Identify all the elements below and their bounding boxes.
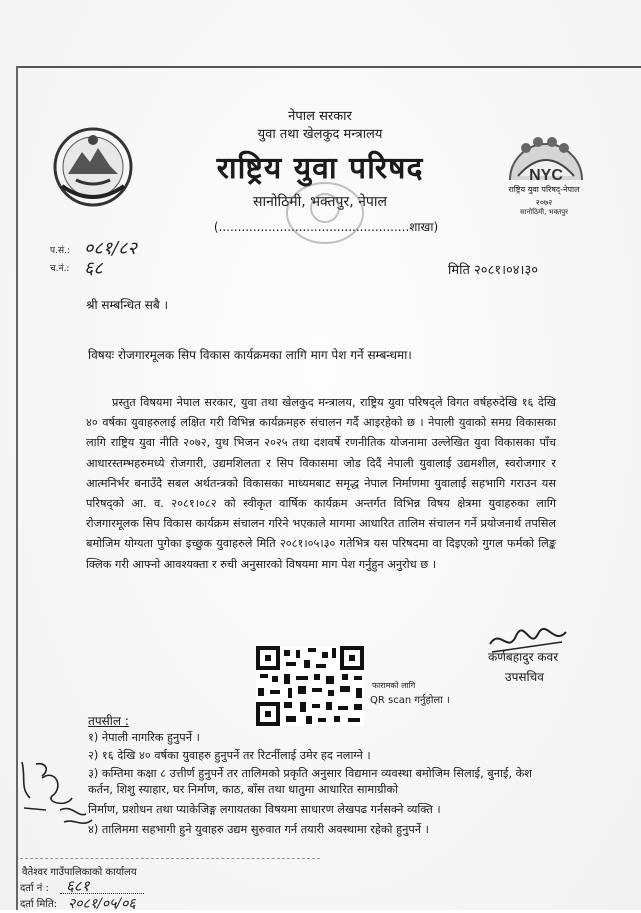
salutation: श्री सम्बन्धित सबै । xyxy=(86,298,169,312)
condition-item: ४) तालिममा सहभागी हुने युवाहरु उद्यम सुरुवात गर्न तयारी अवस्थामा रहेको हुनुपर्ने । xyxy=(88,823,429,836)
logo-caption: राष्ट्रिय युवा परिषद्-नेपाल xyxy=(508,185,580,194)
receipt-date: २०८१/०५/०६ xyxy=(68,896,136,912)
signatory-name: कर्णबहादुर कवर xyxy=(488,650,559,664)
handwritten-annotation-icon xyxy=(16,758,100,836)
nepal-emblem-icon xyxy=(52,126,134,208)
logo-caption-year: २०७२ xyxy=(535,198,553,207)
council-name: राष्ट्रिय युवा परिषद xyxy=(216,151,424,186)
faint-stamp-icon xyxy=(283,178,367,248)
annex-title: तपसील : xyxy=(88,714,129,728)
receipt-divider xyxy=(20,858,320,859)
receipt-number-label: दर्ता नं : xyxy=(20,883,49,894)
reference-labels xyxy=(50,242,70,278)
cn-label: च.नं.: xyxy=(50,264,70,274)
letter-body: प्रस्तुत विषयमा नेपाल सरकार, युवा तथा खेलकुद मन्त्रालय, राष्ट्रिय युवा परिषद्ले विगत वर्षहरुदेखि १६ देखि ४० वर्षका युवाहरुलाई लक्षित गरी विभिन्न कार्यक्रमहरु संचालन गर्दै आइरहेको छ । नेपाली युवाको समग्र विकासका लागि राष्ट्रिय युवा नीति २०७२, युथ भिजन २०२५ तथा दशवर्षे रणनीतिक योजनामा उल्लेखित युवा विकासका पाँच आधारस्तम्भहरुमध्ये रोजगारी, उद्यमशिलता र सिप विकासमा जोड दिदैं नेपाली युवालाई उद्यमशील, स्वरोजगार र आत्मनिर्भर बनाउँदै सबल अर्थतन्त्रको विकासका माध्यमबाट समृद्ध नेपाल निर्माणमा युवालाई सहभागि गराउन यस परिषद्को आ. व. २०८१।०८२ को स्वीकृत वार्षिक कार्यक्रम अन्तर्गत विभिन्न विषय क्षेत्रमा युवाहरुका लागि रोजगारमूलक सिप विकास कार्यक्रम संचालन गरिने भएकाले मागमा आधारित तालिम संचालन गर्ने प्रयोजनार्थ तपसिल बमोजिम योग्यता पुगेका इच्छुक युवाहरुले मिति २०८१।०५।३० गतेभित्र यस परिषदमा वा दिइएको गुगल फर्मको लिङ्क क्लिक गरी आफ्नो आवश्यक्ता र रुची अनुसारको विषयमा माग पेश गर्नुहुन अनुरोध छ । xyxy=(86,396,556,571)
signatory-title: उपसचिव xyxy=(505,670,544,684)
condition-item: २) १६ देखि ४० वर्षका युवाहरु हुनुपर्ने तर रिटर्नीलाई उमेर हद नलाग्ने । xyxy=(88,749,371,762)
ps-value: ०८१/८२ xyxy=(84,238,137,259)
qr-caption: फारामको लागि xyxy=(372,681,416,690)
ps-label: प.सं.: xyxy=(50,246,70,256)
logo-caption-place: सानोठिमी, भक्तपुर xyxy=(519,208,569,216)
ministry-name: युवा तथा खेलकुद मन्त्रालय xyxy=(257,127,383,142)
nyc-logo-text: NYC xyxy=(529,167,563,184)
receipt-office: वैतेश्वर गाउँपालिकाको कार्यालय xyxy=(22,867,137,878)
council-address: सानोठिमी, भक्तपुर, नेपाल xyxy=(253,194,387,210)
receipt-number: ६८१ xyxy=(66,877,90,895)
subject-line: विषयः रोजगारमूलक सिप विकास कार्यक्रमका लागि माग पेश गर्ने सम्बन्धमा। xyxy=(88,348,412,362)
cn-value: ६८ xyxy=(84,258,103,279)
branch-open: ( xyxy=(213,220,219,234)
branch-dots: .................................................. xyxy=(218,220,410,234)
receipt-date-label: दर्ता मिति: xyxy=(20,899,58,910)
letter-date: मिति २०८१।०४।३० xyxy=(448,263,538,278)
condition-item-continued: निर्माण, प्रशोधन तथा प्याकेजिङ्ग लगायतका विषयमा साधारण लेखपढ गर्नसक्ने व्यक्ति । xyxy=(88,803,441,816)
government-name: नेपाल सरकार xyxy=(288,109,352,124)
condition-item: ३) कम्तिमा कक्षा ८ उत्तीर्ण हुनुपर्ने तर तालिमको प्रकृति अनुसार विद्यमान व्यवस्था बमोजिम सिलाई, बुनाई, केश कर्तन, शिशु स्याहार, घर निर्माण, काठ, बाँस तथा धातुमा आधारित सामाग्रीको xyxy=(88,767,532,796)
condition-item: १) नेपाली नागरिक हुनुपर्ने । xyxy=(88,731,200,744)
qr-code-icon[interactable] xyxy=(256,646,364,726)
page-edge-top xyxy=(16,66,641,68)
qr-instruction: QR scan गर्नुहोला । xyxy=(370,695,450,706)
branch-label: शाखा) xyxy=(409,220,439,234)
